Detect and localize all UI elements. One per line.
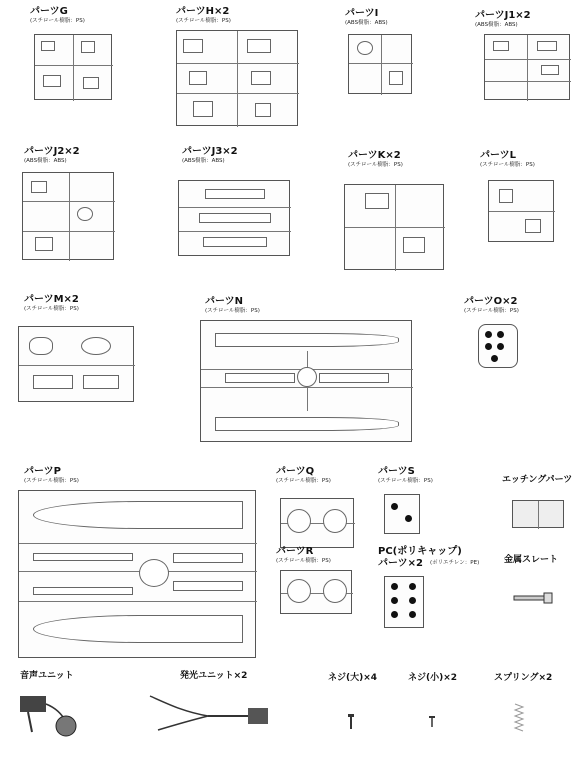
sprue-n-material: (スチロール樹脂：PS) bbox=[205, 308, 260, 314]
sprue-g-frame bbox=[34, 34, 112, 100]
metal-plate-label: 金属スレート bbox=[504, 555, 559, 565]
polycap-title: PC(ポリキャップ) bbox=[378, 546, 462, 557]
sprue-p-frame bbox=[18, 490, 256, 658]
sprue-m-material: (スチロール樹脂：PS) bbox=[24, 306, 79, 312]
screw-small-icon bbox=[428, 716, 436, 728]
sprue-j3-frame bbox=[178, 180, 290, 256]
sprue-s-material: (スチロール樹脂：PS) bbox=[378, 478, 433, 484]
sprue-j1-material: (ABS樹脂：ABS) bbox=[475, 22, 518, 28]
sprue-o-frame bbox=[478, 324, 518, 368]
etching-parts-label: エッチングパーツ bbox=[502, 475, 573, 485]
sprue-m-frame bbox=[18, 326, 134, 402]
sprue-j2-title: パーツJ2×2 bbox=[24, 146, 80, 157]
spring-label: スプリング×2 bbox=[494, 673, 553, 683]
polycap-material: (ポリエチレン：PE) bbox=[430, 560, 480, 566]
sprue-h-frame bbox=[176, 30, 298, 126]
metal-plate-icon bbox=[510, 590, 554, 610]
sprue-q-material: (スチロール樹脂：PS) bbox=[276, 478, 331, 484]
sprue-h-title: パーツH×2 bbox=[176, 6, 230, 17]
polycap-frame bbox=[384, 576, 424, 628]
sprue-r-material: (スチロール樹脂：PS) bbox=[276, 558, 331, 564]
sprue-g-material: (スチロール樹脂：PS) bbox=[30, 18, 85, 24]
sprue-j1-title: パーツJ1×2 bbox=[475, 10, 531, 21]
screw-large-icon bbox=[346, 714, 356, 730]
sprue-h-material: (スチロール樹脂：PS) bbox=[176, 18, 231, 24]
sprue-r-frame bbox=[280, 570, 352, 614]
sprue-j1-frame bbox=[484, 34, 570, 100]
sprue-q-title: パーツQ bbox=[276, 466, 315, 477]
sprue-j3-material: (ABS樹脂：ABS) bbox=[182, 158, 225, 164]
etching-parts-sheet bbox=[512, 500, 564, 528]
sprue-j2-frame bbox=[22, 172, 114, 260]
sprue-k-title: パーツK×2 bbox=[348, 150, 401, 161]
sprue-g-title: パーツG bbox=[30, 6, 68, 17]
sprue-j2-material: (ABS樹脂：ABS) bbox=[24, 158, 67, 164]
light-unit-label: 発光ユニット×2 bbox=[180, 671, 248, 681]
sprue-r-title: パーツR bbox=[276, 546, 314, 557]
sprue-p-title: パーツP bbox=[24, 466, 61, 477]
sprue-l-frame bbox=[488, 180, 554, 242]
sprue-s-title: パーツS bbox=[378, 466, 415, 477]
sprue-j3-title: パーツJ3×2 bbox=[182, 146, 238, 157]
sprue-o-title: パーツO×2 bbox=[464, 296, 518, 307]
sprue-n-title: パーツN bbox=[205, 296, 243, 307]
sprue-o-material: (スチロール樹脂：PS) bbox=[464, 308, 519, 314]
polycap-count: パーツ×2 bbox=[378, 558, 423, 569]
sprue-n-frame bbox=[200, 320, 412, 442]
sprue-k-frame bbox=[344, 184, 444, 270]
sprue-i-title: パーツI bbox=[345, 8, 379, 19]
sprue-p-material: (スチロール樹脂：PS) bbox=[24, 478, 79, 484]
sprue-m-title: パーツM×2 bbox=[24, 294, 79, 305]
sprue-i-material: (ABS樹脂：ABS) bbox=[345, 20, 388, 26]
spring-icon bbox=[514, 702, 524, 732]
screw-small-label: ネジ(小)×2 bbox=[408, 673, 458, 683]
sound-unit-label: 音声ユニット bbox=[20, 671, 74, 681]
sprue-i-frame bbox=[348, 34, 412, 94]
light-unit-icon bbox=[148, 690, 278, 738]
sprue-l-material: (スチロール樹脂：PS) bbox=[480, 162, 535, 168]
sprue-s-frame bbox=[384, 494, 420, 534]
sprue-q-frame bbox=[280, 498, 354, 548]
sprue-l-title: パーツL bbox=[480, 150, 516, 161]
sound-unit-icon bbox=[18, 692, 78, 740]
sprue-k-material: (スチロール樹脂：PS) bbox=[348, 162, 403, 168]
screw-large-label: ネジ(大)×4 bbox=[328, 673, 378, 683]
